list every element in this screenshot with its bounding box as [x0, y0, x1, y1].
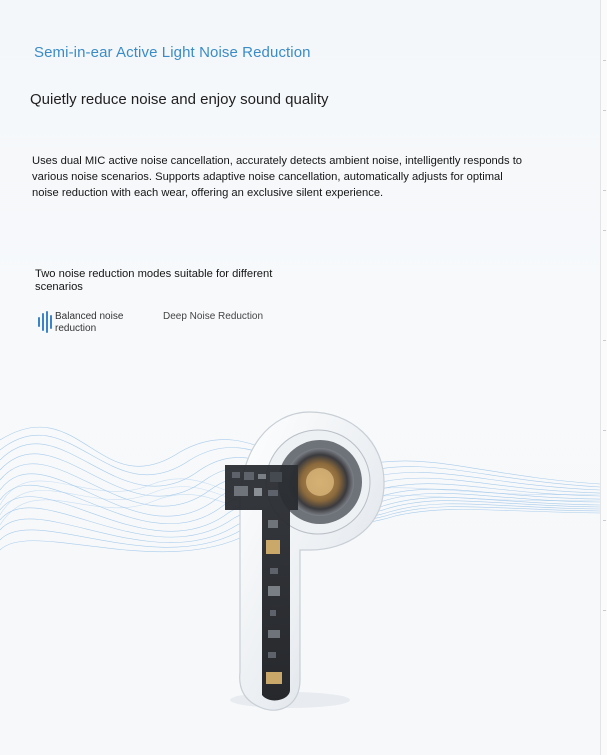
- modes-title: Two noise reduction modes suitable for different scenarios: [35, 268, 273, 293]
- mode-balanced-label: Balanced noise reduction: [55, 311, 124, 334]
- mode-deep-option[interactable]: Deep Noise Reduction: [163, 311, 264, 322]
- feature-heading: Semi-in-ear Active Light Noise Reduction: [34, 44, 311, 61]
- feature-subheading: Quietly reduce noise and enjoy sound quality: [30, 91, 329, 108]
- mode-balanced-option[interactable]: [38, 311, 135, 335]
- feature-description: Uses dual MIC active noise cancellation, accurately detects ambient noise, intelligently responds to various noise scenarios. Supports adaptive noise cancellation, automatically adjusts for optimal noise reduction with each wear, offering an exclusive silent experience.: [32, 155, 523, 199]
- sound-wave-icon: [38, 311, 52, 333]
- earbud-illustration: [0, 390, 600, 720]
- earbud-image: [225, 412, 384, 710]
- page-edge: [600, 0, 607, 755]
